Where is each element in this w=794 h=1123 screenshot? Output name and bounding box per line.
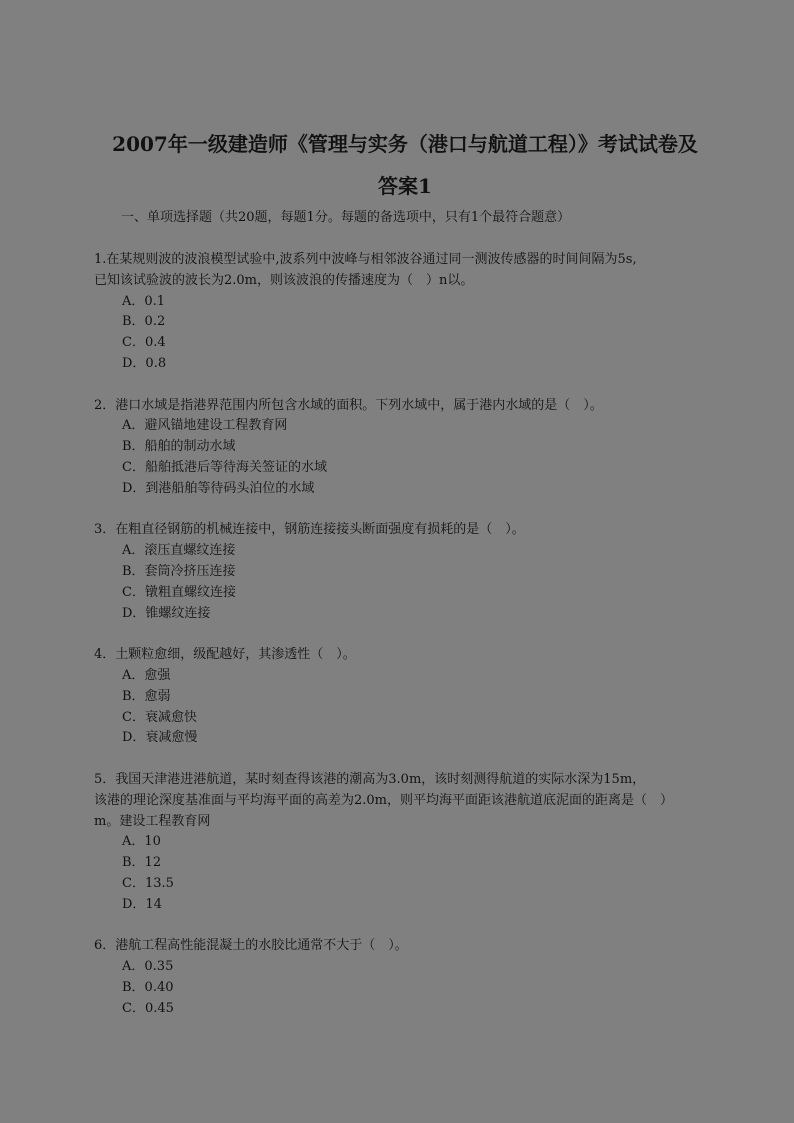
question-5 — [94, 770, 734, 916]
question-3-option-b: B．套筒冷挤压连接 — [122, 563, 236, 579]
question-1-stem-line-2: 已知该试验波的波长为2.0m，则该波浪的传播速度为（ ）n以。 — [94, 272, 474, 288]
question-2 — [94, 396, 734, 500]
question-5-option-d: D．14 — [122, 896, 162, 912]
question-2-option-b: B．船舶的制动水域 — [122, 439, 236, 455]
question-5-option-a: A．10 — [122, 834, 161, 850]
question-2-option-c: C．船舶抵港后等待海关签证的水域 — [122, 459, 327, 475]
question-3-option-c: C．镦粗直螺纹连接 — [122, 584, 236, 600]
question-4-option-d: D．衰减愈慢 — [122, 730, 198, 746]
question-3-options — [94, 541, 734, 624]
question-5-options — [94, 832, 734, 915]
question-list — [94, 250, 734, 1040]
question-5-stem-line-3: m。建设工程教育网 — [94, 813, 211, 829]
question-6-option-b: B．0.40 — [122, 979, 174, 995]
question-3-option-d: D．锥螺纹连接 — [122, 605, 211, 621]
question-2-stem: 2．港口水域是指港界范围内所包含水域的面积。下列水域中，属于港内水域的是（ ）。 — [94, 397, 603, 413]
question-5-stem-line-2: 该港的理论深度基准面与平均海平面的高差为2.0m，则平均海平面距该港航道底泥面的距离是（ ） — [94, 792, 674, 808]
question-3 — [94, 520, 734, 624]
document-title-line-1: 2007年一级建造师《管理与实务（港口与航道工程）》考试试卷及 — [112, 132, 698, 156]
question-2-options — [94, 416, 734, 499]
question-1-stem-line-1: 1.在某规则波的波浪模型试验中,波系列中波峰与相邻波谷通过同一测波传感器的时间间隔为5s, — [94, 252, 637, 267]
question-6-stem: 6．港航工程高性能混凝土的水胶比通常不大于（ ）。 — [94, 938, 408, 954]
question-2-option-d: D．到港船舶等待码头泊位的水域 — [122, 480, 315, 496]
question-4-option-c: C．衰减愈快 — [122, 709, 197, 725]
question-2-option-a: A．避风锚地建设工程教育网 — [122, 418, 288, 434]
question-6-options — [94, 957, 734, 1019]
question-5-stem-line-1: 5．我国天津港进港航道，某时刻查得该港的潮高为3.0m，该时刻测得航道的实际水深为15m， — [94, 771, 646, 787]
question-4-options — [94, 666, 734, 749]
question-1 — [94, 250, 734, 375]
question-3-option-a: A．滚压直螺纹连接 — [122, 543, 236, 559]
question-1-option-d: D．0.8 — [122, 355, 167, 371]
document-title-line-2: 答案1 — [378, 174, 432, 198]
question-4-option-a: A．愈强 — [122, 667, 171, 683]
question-5-option-b: B．12 — [122, 855, 162, 871]
question-4-stem: 4．土颗粒愈细，级配越好，其渗透性（ ）。 — [94, 647, 356, 663]
question-4 — [94, 645, 734, 749]
question-1-options — [94, 292, 734, 375]
question-6-option-c: C．0.45 — [122, 1000, 174, 1016]
question-4-option-b: B．愈弱 — [122, 688, 171, 704]
question-6 — [94, 936, 734, 1019]
question-1-option-c: C．0.4 — [122, 335, 166, 351]
question-6-option-a: A．0.35 — [122, 959, 174, 975]
question-1-option-b: B．0.2 — [122, 314, 166, 330]
question-3-stem: 3．在粗直径钢筋的机械连接中，钢筋连接接头断面强度有损耗的是（ ）。 — [94, 522, 525, 538]
question-1-option-a: A．0.1 — [122, 293, 166, 309]
question-5-option-c: C．13.5 — [122, 875, 174, 891]
section-heading: 一、单项选择题（共20题，每题1分。每题的备选项中，只有1个最符合题意） — [121, 210, 571, 225]
